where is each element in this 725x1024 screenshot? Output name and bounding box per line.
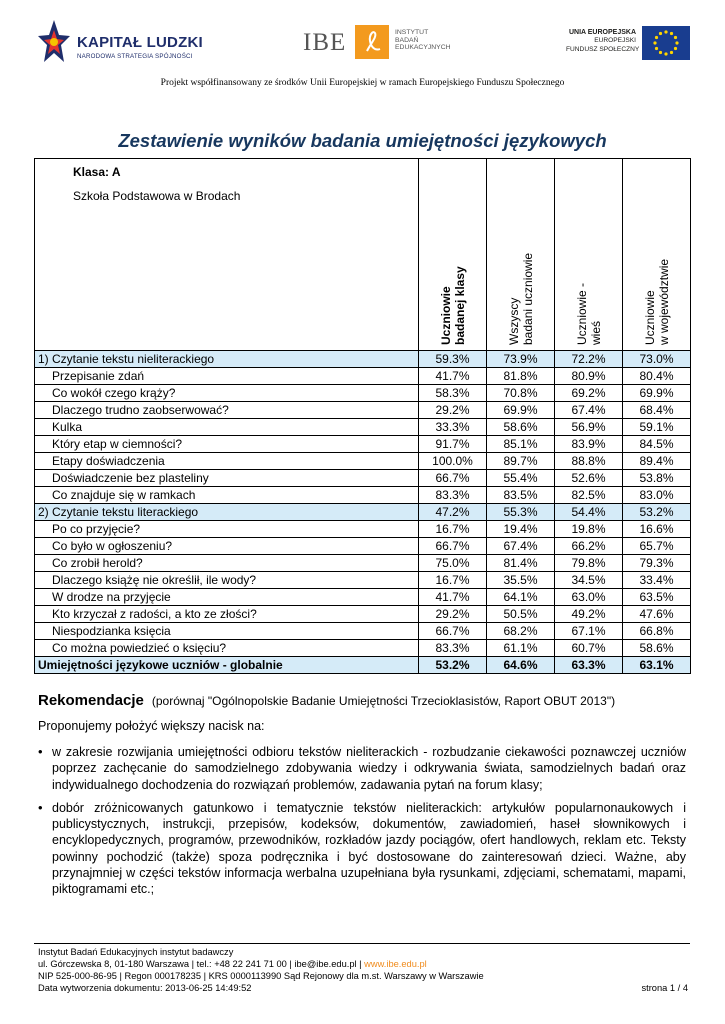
row-value: 41.7% bbox=[419, 368, 487, 385]
row-label: Co było w ogłoszeniu? bbox=[35, 538, 419, 555]
row-value: 34.5% bbox=[555, 572, 623, 589]
table-row bbox=[35, 436, 691, 453]
row-value: 68.2% bbox=[487, 623, 555, 640]
page-number: strona 1 / 4 bbox=[641, 983, 688, 993]
recommendations-list bbox=[38, 744, 686, 905]
row-label: 2) Czytanie tekstu literackiego bbox=[35, 504, 419, 521]
kapital-ludzki-logo bbox=[37, 18, 207, 68]
row-label: Dlaczego trudno zaobserwować? bbox=[35, 402, 419, 419]
row-value: 89.7% bbox=[487, 453, 555, 470]
column-header-village bbox=[555, 159, 623, 351]
row-label: Kulka bbox=[35, 419, 419, 436]
row-value: 82.5% bbox=[555, 487, 623, 504]
table-header-row bbox=[35, 159, 691, 351]
row-value: 66.2% bbox=[555, 538, 623, 555]
row-value: 75.0% bbox=[419, 555, 487, 572]
row-value: 88.8% bbox=[555, 453, 623, 470]
kapital-ludzki-star-icon bbox=[37, 18, 71, 66]
row-value: 55.4% bbox=[487, 470, 555, 487]
row-value: 66.7% bbox=[419, 538, 487, 555]
row-value: 29.2% bbox=[419, 606, 487, 623]
row-value: 69.2% bbox=[555, 385, 623, 402]
row-value: 60.7% bbox=[555, 640, 623, 657]
row-value: 83.3% bbox=[419, 640, 487, 657]
footer-contact bbox=[38, 958, 688, 970]
row-value: 59.1% bbox=[623, 419, 691, 436]
row-value: 53.2% bbox=[419, 657, 487, 674]
row-value: 41.7% bbox=[419, 589, 487, 606]
row-value: 33.3% bbox=[419, 419, 487, 436]
row-value: 67.4% bbox=[555, 402, 623, 419]
row-value: 72.2% bbox=[555, 351, 623, 368]
row-value: 19.4% bbox=[487, 521, 555, 538]
column-header-line: badani uczniowie bbox=[521, 252, 535, 345]
column-header-all bbox=[487, 159, 555, 351]
row-value: 89.4% bbox=[623, 453, 691, 470]
row-value: 66.7% bbox=[419, 470, 487, 487]
global-row bbox=[35, 657, 691, 674]
row-value: 19.8% bbox=[555, 521, 623, 538]
row-label: Co można powiedzieć o księciu? bbox=[35, 640, 419, 657]
row-label: Umiejętności językowe uczniów - globalnie bbox=[35, 657, 419, 674]
eu-flag-icon bbox=[642, 26, 690, 60]
row-value: 53.8% bbox=[623, 470, 691, 487]
row-value: 68.4% bbox=[623, 402, 691, 419]
row-value: 69.9% bbox=[487, 402, 555, 419]
ibe-logo bbox=[303, 25, 473, 61]
table-row bbox=[35, 419, 691, 436]
row-label: Doświadczenie bez plasteliny bbox=[35, 470, 419, 487]
eu-fund-name: EUROPEJSKI FUNDUSZ SPOŁECZNY bbox=[566, 37, 640, 53]
row-label: Co wokół czego krąży? bbox=[35, 385, 419, 402]
row-value: 56.9% bbox=[555, 419, 623, 436]
recommendations-title: Rekomendacje bbox=[38, 692, 144, 709]
row-value: 91.7% bbox=[419, 436, 487, 453]
column-header-line: Uczniowie bbox=[439, 286, 453, 345]
column-header-line: badanej klasy bbox=[453, 266, 467, 345]
row-label: Etapy doświadczenia bbox=[35, 453, 419, 470]
column-header-voivodeship bbox=[623, 159, 691, 351]
footer-registry: NIP 525-000-86-95 | Regon 000178235 | KRS 0000113990 Sąd Rejonowy dla m.st. Warszawy w Warszawie bbox=[38, 971, 484, 981]
column-header-line: w województwie bbox=[657, 258, 671, 345]
column-header-text bbox=[487, 159, 553, 350]
row-value: 64.1% bbox=[487, 589, 555, 606]
table-row bbox=[35, 555, 691, 572]
row-label: Który etap w ciemności? bbox=[35, 436, 419, 453]
row-value: 59.3% bbox=[419, 351, 487, 368]
row-label: Dlaczego książę nie określił, ile wody? bbox=[35, 572, 419, 589]
column-header-text bbox=[555, 159, 621, 350]
table-row bbox=[35, 572, 691, 589]
column-header-line: Uczniowie bbox=[643, 290, 657, 345]
kapital-ludzki-subtitle: NARODOWA STRATEGIA SPÓJNOŚCI bbox=[77, 53, 193, 60]
row-value: 16.7% bbox=[419, 572, 487, 589]
row-label: Przepisanie zdań bbox=[35, 368, 419, 385]
row-value: 83.5% bbox=[487, 487, 555, 504]
row-value: 73.9% bbox=[487, 351, 555, 368]
table-row bbox=[35, 368, 691, 385]
section-row bbox=[35, 504, 691, 521]
footer-divider bbox=[34, 943, 690, 944]
row-value: 67.1% bbox=[555, 623, 623, 640]
row-value: 50.5% bbox=[487, 606, 555, 623]
row-value: 66.7% bbox=[419, 623, 487, 640]
table-row bbox=[35, 521, 691, 538]
column-header-class bbox=[419, 159, 487, 351]
column-header-text bbox=[623, 159, 689, 350]
table-row bbox=[35, 606, 691, 623]
row-value: 61.1% bbox=[487, 640, 555, 657]
row-value: 81.4% bbox=[487, 555, 555, 572]
table-row bbox=[35, 623, 691, 640]
table-row bbox=[35, 640, 691, 657]
row-value: 100.0% bbox=[419, 453, 487, 470]
row-value: 83.9% bbox=[555, 436, 623, 453]
row-value: 35.5% bbox=[487, 572, 555, 589]
table-header-info bbox=[35, 159, 419, 351]
recommendations-note: (porównaj "Ogólnopolskie Badanie Umiejętności Trzecioklasistów, Raport OBUT 2013") bbox=[151, 694, 616, 708]
ibe-letters: IBE bbox=[303, 29, 347, 56]
row-label: 1) Czytanie tekstu nieliterackiego bbox=[35, 351, 419, 368]
table-row bbox=[35, 402, 691, 419]
table-row bbox=[35, 538, 691, 555]
footer-date: Data wytworzenia dokumentu: 2013-06-25 14:49:52 bbox=[38, 983, 252, 993]
eu-text bbox=[566, 29, 640, 54]
kapital-ludzki-title: KAPITAŁ LUDZKI bbox=[77, 34, 203, 51]
row-value: 81.8% bbox=[487, 368, 555, 385]
results-table-body bbox=[35, 351, 691, 674]
table-row bbox=[35, 385, 691, 402]
column-header-line: Wszyscy bbox=[507, 297, 521, 345]
footer-address: ul. Górczewska 8, 01-180 Warszawa | tel.: +48 22 241 71 00 | ibe@ibe.edu.pl | bbox=[38, 959, 365, 969]
row-value: 84.5% bbox=[623, 436, 691, 453]
column-header-line: Uczniowie - bbox=[575, 282, 589, 345]
row-value: 80.4% bbox=[623, 368, 691, 385]
row-value: 73.0% bbox=[623, 351, 691, 368]
footer bbox=[38, 946, 688, 994]
row-value: 83.3% bbox=[419, 487, 487, 504]
ibe-name: INSTYTUT BADAŃ EDUKACYJNYCH bbox=[395, 29, 451, 52]
recommendation-item: • dobór zróżnicowanych gatunkowo i tematycznie tekstów nieliterackich: artykułów popularnonaukowych i publicystycznych, instrukcji, przepisów, kodeksów, dokumentów, zawiadomień, haseł słownikowych i encyklopedycznych, programów, przewodników, rozkładów jazdy pociągów, ofert handlowych, reklam etc. Teksty powinny pochodzić (także) spoza podręcznika i być dostosowane do zainteresowań dzieci. Ważne, aby przynajmniej w części tekstów informacja werbalna uzupełniana była rysunkami, zdjęciami, schematami, mapami, piktogramami etc.; bbox=[38, 800, 686, 898]
row-value: 16.7% bbox=[419, 521, 487, 538]
row-value: 65.7% bbox=[623, 538, 691, 555]
row-value: 63.1% bbox=[623, 657, 691, 674]
school-name: Szkoła Podstawowa w Brodach bbox=[73, 189, 241, 203]
row-value: 79.8% bbox=[555, 555, 623, 572]
row-value: 47.6% bbox=[623, 606, 691, 623]
row-value: 70.8% bbox=[487, 385, 555, 402]
row-value: 67.4% bbox=[487, 538, 555, 555]
row-value: 69.9% bbox=[623, 385, 691, 402]
row-value: 58.3% bbox=[419, 385, 487, 402]
table-row bbox=[35, 470, 691, 487]
recommendation-item: • w zakresie rozwijania umiejętności odbioru tekstów nieliterackich - rozbudzanie ciekawości poznawczej uczniów poprzez zachęcanie do samodzielnego zdobywania wiedzy i odkrywania świata, samodzielnych badań oraz indywidualnego dochodzenia do rozwiązań problemów, zadawania pytań na forum klasy; bbox=[38, 744, 686, 793]
row-label: W drodze na przyjęcie bbox=[35, 589, 419, 606]
row-label: Niespodzianka księcia bbox=[35, 623, 419, 640]
row-value: 58.6% bbox=[487, 419, 555, 436]
footer-website-link[interactable]: www.ibe.edu.pl bbox=[364, 959, 427, 969]
recommendations-intro: Proponujemy położyć większy nacisk na: bbox=[38, 719, 265, 733]
row-value: 53.2% bbox=[623, 504, 691, 521]
document-title: Zestawienie wyników badania umiejętności językowych bbox=[118, 130, 607, 151]
column-header-line: wieś bbox=[589, 320, 603, 345]
table-row bbox=[35, 487, 691, 504]
ibe-mark-icon bbox=[355, 25, 389, 59]
row-value: 83.0% bbox=[623, 487, 691, 504]
row-value: 80.9% bbox=[555, 368, 623, 385]
row-value: 64.6% bbox=[487, 657, 555, 674]
row-value: 49.2% bbox=[555, 606, 623, 623]
row-value: 54.4% bbox=[555, 504, 623, 521]
column-header-text bbox=[419, 159, 485, 350]
row-label: Co zrobił herold? bbox=[35, 555, 419, 572]
table-row bbox=[35, 589, 691, 606]
eu-logo bbox=[566, 26, 692, 64]
row-value: 16.6% bbox=[623, 521, 691, 538]
footer-institute: Instytut Badań Edukacyjnych instytut badawczy bbox=[38, 947, 234, 957]
section-row bbox=[35, 351, 691, 368]
row-value: 63.3% bbox=[555, 657, 623, 674]
table-row bbox=[35, 453, 691, 470]
row-label: Kto krzyczał z radości, a kto ze złości? bbox=[35, 606, 419, 623]
row-label: Po co przyjęcie? bbox=[35, 521, 419, 538]
row-value: 52.6% bbox=[555, 470, 623, 487]
row-value: 79.3% bbox=[623, 555, 691, 572]
row-value: 58.6% bbox=[623, 640, 691, 657]
results-table bbox=[34, 158, 691, 674]
row-value: 29.2% bbox=[419, 402, 487, 419]
row-value: 63.0% bbox=[555, 589, 623, 606]
row-value: 47.2% bbox=[419, 504, 487, 521]
row-value: 63.5% bbox=[623, 589, 691, 606]
row-value: 33.4% bbox=[623, 572, 691, 589]
row-value: 66.8% bbox=[623, 623, 691, 640]
recommendations-heading bbox=[38, 692, 698, 710]
class-label: Klasa: A bbox=[73, 165, 121, 179]
row-value: 55.3% bbox=[487, 504, 555, 521]
row-value: 85.1% bbox=[487, 436, 555, 453]
row-label: Co znajduje się w ramkach bbox=[35, 487, 419, 504]
eu-title: UNIA EUROPEJSKA bbox=[568, 29, 636, 36]
cofinancing-note: Projekt współfinansowany ze środków Unii Europejskiej w ramach Europejskiego Funduszu Społecznego bbox=[160, 78, 565, 88]
